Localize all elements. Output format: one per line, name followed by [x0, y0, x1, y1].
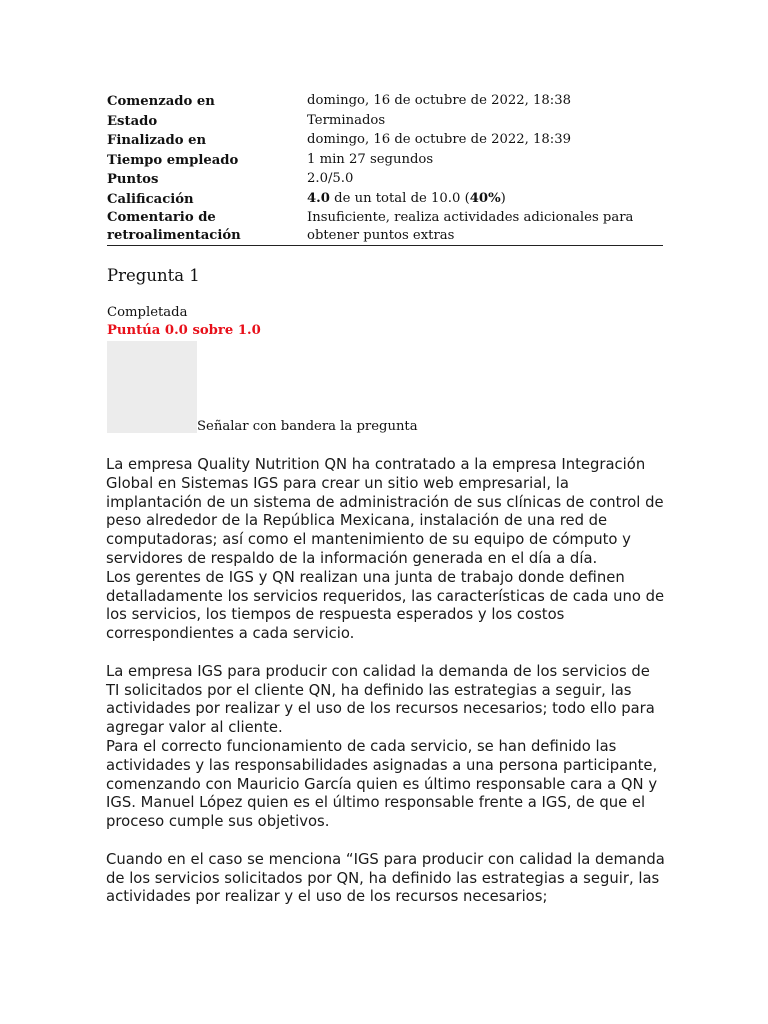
summary-value [307, 190, 663, 210]
summary-value: domingo, 16 de octubre de 2022, 18:39 [307, 132, 572, 147]
summary-value: Terminados [307, 112, 386, 128]
question-paragraph: La empresa IGS para producir con calidad la demanda de los servicios de TI solicitados por el cliente QN, ha definido las estrategias a seguir, las actividades por realizar y el uso de los recursos necesarios; todo ello para agregar valor al cliente. Para el correcto funcionamiento de cada servicio, se han definido las actividades y las responsabilidades asignadas a una persona participante, comenzando con Mauricio García quien es último responsable cara a QN y IGS. Manuel López quien es el último responsable frente a IGS, de que el proceso cumple sus objetivos. [106, 662, 658, 831]
question-grade: Puntúa 0.0 sobre 1.0 [107, 323, 261, 338]
summary-label: Comentario de retroalimentación [107, 209, 307, 246]
question-paragraph: Cuando en el caso se menciona “IGS para producir con calidad la demanda de los servicios solicitados por QN, ha definido las estrategias a seguir, las actividades por realizar y el uso de los recursos necesarios; [106, 850, 665, 906]
summary-label: Puntos [107, 172, 159, 187]
question-title: Pregunta 1 [107, 266, 200, 285]
question-paragraph: La empresa Quality Nutrition QN ha contratado a la empresa Integración Global en Sistemas IGS para crear un sitio web empresarial, la implantación de un sistema de administración de sus clínicas de control de peso alrededor de la República Mexicana, instalación de una red de computadoras; así como el mantenimiento de su equipo de cómputo y servidores de respaldo de la información generada en el día a día. Los gerentes de IGS y QN realizan una junta de trabajo donde definen detalladamente los servicios requeridos, las características de cada uno de los servicios, los tiempos de respuesta esperados y los costos correspondientes a cada servicio. [106, 456, 665, 643]
grade-score: 4.0 [307, 190, 330, 206]
summary-label: Finalizado en [107, 133, 207, 148]
summary-label: Comenzado en [107, 94, 215, 109]
flag-icon[interactable] [107, 341, 197, 433]
summary-value: Insuficiente, realiza actividades adicionales para obtener puntos extras [307, 209, 663, 246]
summary-row-started [107, 92, 663, 112]
grade-close-paren: ) [500, 190, 506, 206]
grade-percent: 40% [469, 190, 501, 206]
summary-value: 2.0/5.0 [307, 171, 354, 186]
summary-label: Calificación [107, 191, 194, 207]
summary-row-finished [107, 131, 663, 151]
attempt-summary-table [107, 92, 663, 246]
summary-row-state [107, 112, 663, 132]
summary-row-points [107, 170, 663, 190]
summary-value: domingo, 16 de octubre de 2022, 18:38 [307, 93, 572, 108]
summary-label: Tiempo empleado [107, 152, 239, 168]
summary-label: Estado [107, 113, 158, 129]
grade-total-text: de un total de 10.0 ( [329, 190, 470, 206]
summary-row-time-taken [107, 151, 663, 171]
question-state: Completada [107, 305, 188, 320]
summary-value: 1 min 27 segundos [307, 151, 434, 167]
flag-question-link[interactable]: Señalar con bandera la pregunta [197, 419, 418, 434]
summary-row-grade [107, 190, 663, 210]
summary-row-feedback [107, 209, 663, 246]
question-text [106, 456, 666, 926]
